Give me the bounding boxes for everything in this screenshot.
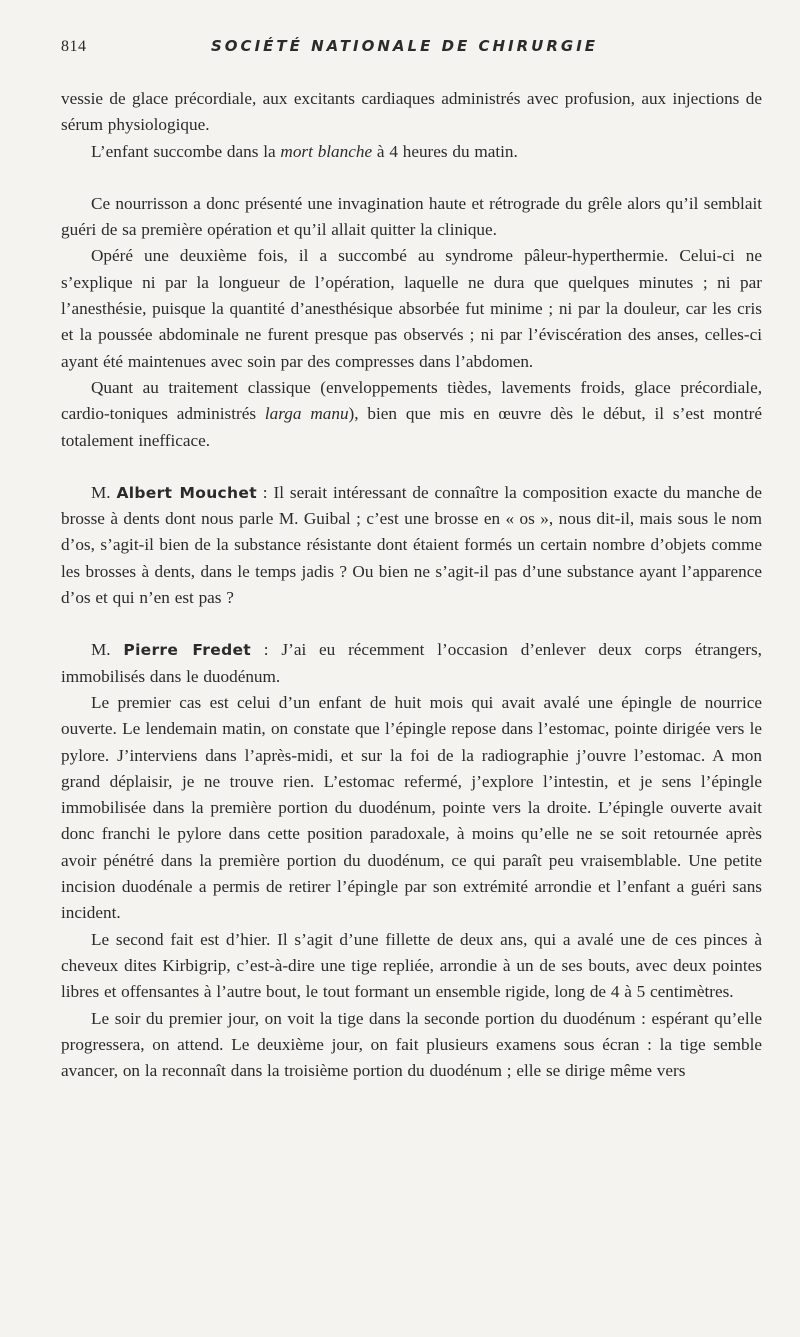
paragraph-first-case: Le premier cas est celui d’un enfant de huit mois qui avait avalé une épingle de nourrice ouverte. Le lendemain matin, on constate que l’épingle repose dans l’estomac, pointe dirigée vers le pylore. J’interviens dans l’après-midi, et sur la foi de la radiographie j’ouvre l’estomac. A mon grand déplaisir, je ne trouve rien. L’estomac refermé, j’explore l’intestin, et je sens l’épingle immobilisée dans la première portion du duodénum, pointe vers la droite. L’épingle ouverte avait donc franchi le pylore dans cette position paradoxale, à moins qu’elle ne se soit retournée après avoir pénétré dans la première portion du duodénum, ce qui paraît peu vraisemblable. Une petite incision duodénale a permis de retirer l’épingle par son extrémité arrondie et l’enfant a guéri sans incident.	[61, 692, 762, 923]
speaker-name: Pierre Fredet	[123, 641, 251, 660]
italic-term: mort blanche	[280, 141, 373, 161]
paragraph-evolution: Le soir du premier jour, on voit la tige dans la seconde portion du duodénum : espérant qu’elle progressera, on attend. Le deuxième jour, on fait plusieurs examens sous écran : la tige semble avancer, on la reconnaît dans la troisième portion du duodénum ; elle se dirige même vers	[61, 1008, 762, 1081]
italic-term: larga manu	[264, 404, 349, 424]
paragraph-mouchet: M. Albert Mouchet : Il serait intéressant de connaître la composition exacte du manche de brosse à dents dont nous parle M. Guibal ; c’est une brosse en « os », nous dit-il, mais sous le nom d’os, s’agit-il bien de la substance résistante dont étaient formés un certain nombre d’objets comme les brosses à dents, dans le temps jadis ? Ou bien ne s’agit-il pas d’une substance ayant l’apparence d’os et qui n’en est pas ?	[61, 482, 762, 608]
section-gap	[61, 165, 762, 191]
section-gap	[61, 611, 762, 637]
page-number: 814	[61, 38, 87, 55]
article-body	[61, 86, 762, 1084]
running-title: SOCIÉTÉ NATIONALE DE CHIRURGIE	[211, 37, 599, 55]
paragraph-death: L’enfant succombe dans la mort blanche à 4 heures du matin.	[91, 141, 518, 161]
paragraph-treatment: Quant au traitement classique (enveloppements tièdes, lavements froids, glace précordiale, cardio-toniques administrés larga manu), bien que mis en œuvre dès le début, il s’est montré totalement inefficace.	[61, 377, 762, 450]
page-header	[61, 36, 762, 64]
section-gap	[61, 454, 762, 480]
page	[61, 36, 762, 1081]
paragraph-second-operation: Opéré une deuxième fois, il a succombé au syndrome pâleur-hyperthermie. Celui-ci ne s’explique ni par la longueur de l’opération, laquelle ne dura que quelques minutes ; ni par l’anesthésie, puisque la quantité d’anesthésique absorbée fut minime ; ni par la douleur, car les cris et la poussée abdominale ne furent presque pas observés ; ni par l’éviscération des anses, celles-ci ayant été maintenues avec soin par des compresses dans l’abdomen.	[61, 246, 762, 371]
paragraph-fredet: M. Pierre Fredet : J’ai eu récemment l’occasion d’enlever deux corps étrangers, immobilisés dans le duodénum.	[61, 640, 762, 686]
speaker-name: Albert Mouchet	[116, 483, 257, 502]
paragraph-second-case: Le second fait est d’hier. Il s’agit d’une fillette de deux ans, qui a avalé une de ces pinces à cheveux dites Kirbigrip, c’est-à-dire une tige repliée, arrondie à un de ses bouts, avec deux pointes libres et offensantes à l’autre bout, le tout formant un ensemble rigide, long de 4 à 5 centimètres.	[61, 929, 762, 1002]
paragraph-summary: Ce nourrisson a donc présenté une invagination haute et rétrograde du grêle alors qu’il semblait guéri de sa première opération et qu’il allait quitter la clinique.	[61, 193, 762, 240]
paragraph-continuation: vessie de glace précordiale, aux excitants cardiaques administrés avec profusion, aux injections de sérum physiologique.	[61, 89, 762, 135]
